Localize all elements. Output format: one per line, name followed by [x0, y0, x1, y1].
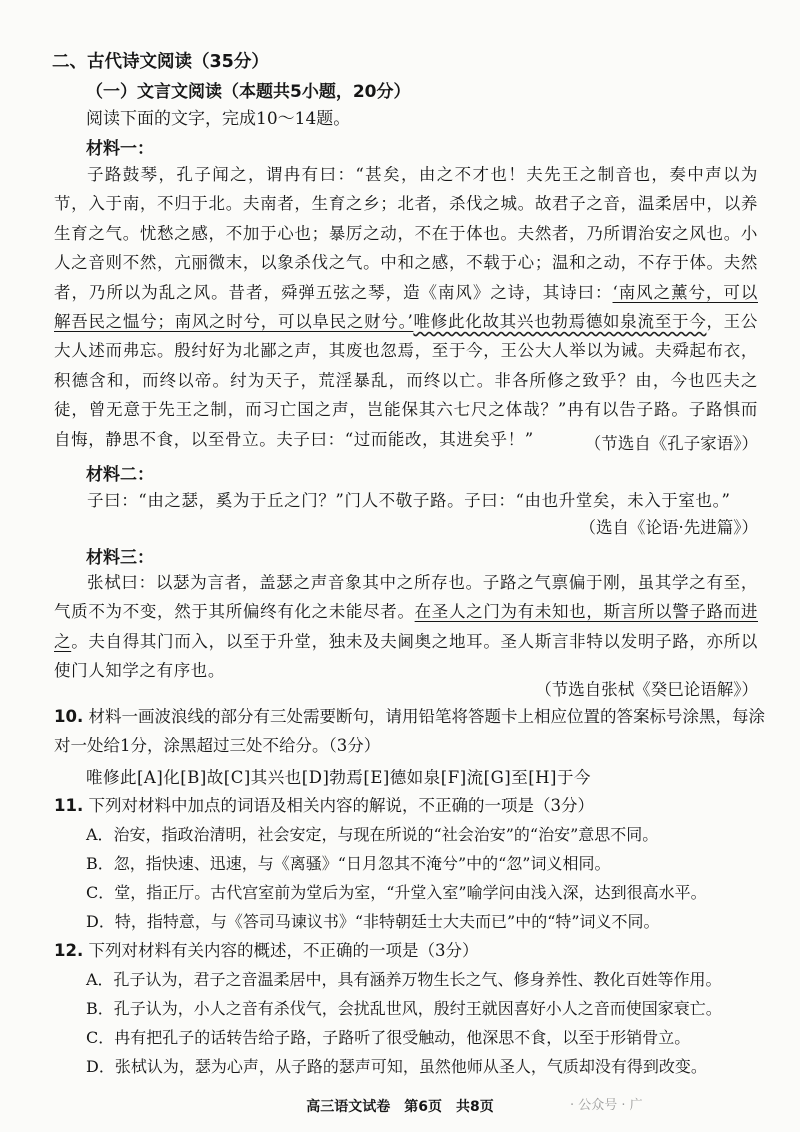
- watermark: · 公众号 · 广: [570, 1098, 643, 1113]
- question-12-option-c: C．冉有把孔子的话转告给子路，子路听了很受触动，他深思不食，以至于形销骨立。: [86, 1028, 691, 1047]
- question-12-text: 下列对材料有关内容的概述，不正确的一项是（3分）: [88, 941, 479, 960]
- material3-p3: 。夫自得其门而入，以至于升堂，独未及夫阃奥之地耳。圣人斯言非特以发明子路，亦所以使门人知学之有序也。: [54, 631, 759, 681]
- question-11-option-d: D．特，指特意，与《答司马谏议书》“非特朝廷士大夫而已”中的“特”词义不同。: [86, 912, 660, 931]
- material3-source: （节选自张栻《癸巳论语解》）: [535, 680, 758, 699]
- question-12-option-a: A．孔子认为，君子之音温柔居中，具有涵养万物生长之气、修身养性、教化百姓等作用。: [86, 970, 722, 989]
- material1-p4: ，王公大人述而弗忘。殷纣好为北鄙之声，其废也忽焉，至于今，王公大人举以为诫。夫舜起布衣，积德含和，而终以帝。纣为天子，荒淫暴乱，而终以亡。非各所修之致乎？由，今也匹夫之徒，曾无意于先王之制，而习亡国之声，岂能保其六七尺之体哉？”冉有以告子路。子路惧而自悔，静思不食，以至骨立。夫子曰：“过而能改，其进矣乎！”: [54, 312, 758, 449]
- question-10-text: 材料一画波浪线的部分有三处需要断句，请用铅笔将答题卡上相应位置的答案标号涂黑，每涂对一处给1分，涂黑超过三处不给分。（3分）: [54, 707, 765, 755]
- question-12: [54, 936, 770, 965]
- question-10-sentence: 唯修此[A]化[B]故[C]其兴也[D]勃焉[E]德如泉[F]流[G]至[H]于今: [86, 768, 591, 787]
- question-11: [54, 791, 770, 820]
- material1-source: （节选自《孔子家语》）: [584, 434, 758, 453]
- question-12-option-d: D．张栻认为，瑟为心声，从子路的瑟声可知，虽然他师从圣人，气质却没有得到改变。: [86, 1057, 707, 1076]
- question-11-text: 下列对材料中加点的词语及相关内容的解说，不正确的一项是（3分）: [88, 796, 594, 815]
- material1-p1: 子路鼓琴，孔子闻之，谓冉有曰：“甚矣，由之不才也！夫先王之制音也，奏中声以为节，入于南，不归于北。夫南者，生育之乡；北者，杀伐之城。故君子之音，温柔居中，以养生育之气。忧愁之感，不加于心也；暴厉之动，不在于体也。夫然者，乃所谓治安之风也。小人之音则不然，亢丽微末，以象杀伐之气。中和之感，不载于心；温和之动，不存于体。夫然者，乃所以为乱之风。昔者，舜弹五弦之琴，造《南风》之诗，其诗曰：: [54, 165, 758, 302]
- question-11-option-c: C．堂，指正厅。古代宫室前为堂后为室，“升堂入室”喻学问由浅入深，达到很高水平。: [86, 883, 707, 902]
- instruction: 阅读下面的文字，完成10～14题。: [86, 109, 351, 129]
- question-11-option-a: A．治安，指政治清明，社会安定，与现在所说的“社会治安”的“治安”意思不同。: [86, 825, 659, 844]
- question-11-number: 11.: [54, 796, 84, 815]
- material2-title: 材料二：: [86, 465, 154, 485]
- material3-title: 材料三：: [86, 548, 154, 568]
- question-10-number: 10.: [54, 707, 84, 726]
- material2-source: （选自《论语·先进篇》）: [579, 518, 758, 537]
- material1-underlined: ‘南风之薰兮，可以解吾民之愠兮；南风之时兮，可以阜民之财兮。’: [54, 282, 758, 332]
- question-12-number: 12.: [54, 941, 84, 960]
- sub-heading: （一）文言文阅读（本题共5小题，20分）: [86, 82, 411, 102]
- material1-text: [54, 160, 758, 454]
- material3-text: [54, 568, 758, 686]
- question-10: [54, 702, 770, 760]
- material3-p1: 张栻曰：以瑟为言者，盖瑟之声音象其中之所存也。子路之气禀偏于刚，虽其学之有至，气质不为不变，然于其所偏终有化之未能尽者。: [54, 573, 758, 622]
- page-footer: 高三语文试卷 第6页 共8页: [306, 1099, 494, 1115]
- question-11-option-b: B．忽，指快速、迅速，与《离骚》“日月忽其不淹兮”中的“忽”词义相同。: [86, 854, 611, 873]
- question-12-option-b: B．孔子认为，小人之音有杀伐气，会扰乱世风，殷纣王就因喜好小人之音而使国家衰亡。: [86, 999, 722, 1018]
- material2-text: 子曰：“由之瑟，奚为于丘之门？”门人不敬子路。子曰：“由也升堂矣，未入于室也。”: [87, 491, 731, 510]
- material3-underlined: 在圣人之门为有未知也，斯言所以警子路而进之: [54, 602, 758, 651]
- material1-wavy-line: 唯修此化故其兴也勃焉德如泉流至于今: [413, 312, 707, 332]
- section-heading: 二、古代诗文阅读（35分）: [52, 52, 269, 72]
- material1-title: 材料一：: [86, 139, 154, 159]
